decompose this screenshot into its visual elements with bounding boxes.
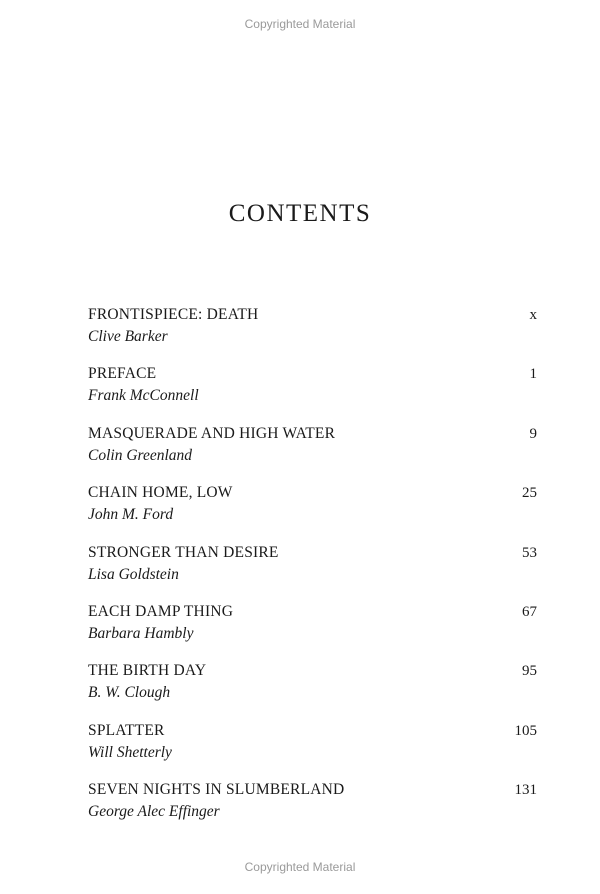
toc-entry-author: Will Shetterly <box>88 743 172 761</box>
toc-entry <box>88 305 537 364</box>
toc-entry-page: x <box>529 307 537 323</box>
toc-entry-title: THE BIRTH DAY <box>88 662 207 680</box>
toc-entry-page: 67 <box>522 603 537 620</box>
toc-entry-author: Lisa Goldstein <box>88 565 179 583</box>
toc-entry-page: 95 <box>522 663 537 680</box>
toc-entry <box>88 424 537 483</box>
copyright-watermark-top: Copyrighted Material <box>244 17 356 31</box>
toc-entry <box>88 364 537 423</box>
toc-entry-author: John M. Ford <box>88 506 174 524</box>
toc-entry-page: 53 <box>522 544 537 561</box>
toc-entry-author: George Alec Effinger <box>88 803 220 821</box>
toc-entry-author: Barbara Hambly <box>88 624 194 642</box>
toc-entry <box>88 661 537 720</box>
toc-entry-title: EACH DAMP THING <box>88 602 234 620</box>
toc-entry-title: MASQUERADE AND HIGH WATER <box>88 424 336 442</box>
toc-entry-author: Clive Barker <box>88 328 168 345</box>
toc-entry <box>88 780 537 839</box>
page-title: CONTENTS <box>228 200 372 227</box>
toc-entry-title: STRONGER THAN DESIRE <box>88 543 279 561</box>
table-of-contents <box>88 305 537 840</box>
toc-entry-title: SEVEN NIGHTS IN SLUMBERLAND <box>88 781 345 799</box>
toc-entry-page: 9 <box>529 425 537 442</box>
toc-entry <box>88 483 537 542</box>
toc-entry-title: FRONTISPIECE: DEATH <box>88 306 259 323</box>
toc-entry-title: CHAIN HOME, LOW <box>88 484 233 502</box>
toc-entry-title: SPLATTER <box>88 721 165 739</box>
toc-entry <box>88 543 537 602</box>
toc-entry-author: B. W. Clough <box>88 684 171 702</box>
toc-entry-page: 131 <box>514 782 537 799</box>
toc-entry-page: 105 <box>514 722 537 739</box>
toc-entry-title: PREFACE <box>88 365 157 383</box>
copyright-watermark-bottom: Copyrighted Material <box>244 860 356 874</box>
toc-entry-author: Frank McConnell <box>88 387 199 405</box>
toc-entry-page: 1 <box>529 366 537 383</box>
toc-entry-page: 25 <box>522 485 537 502</box>
toc-entry <box>88 721 537 780</box>
toc-entry <box>88 602 537 661</box>
toc-entry-author: Colin Greenland <box>88 446 193 464</box>
